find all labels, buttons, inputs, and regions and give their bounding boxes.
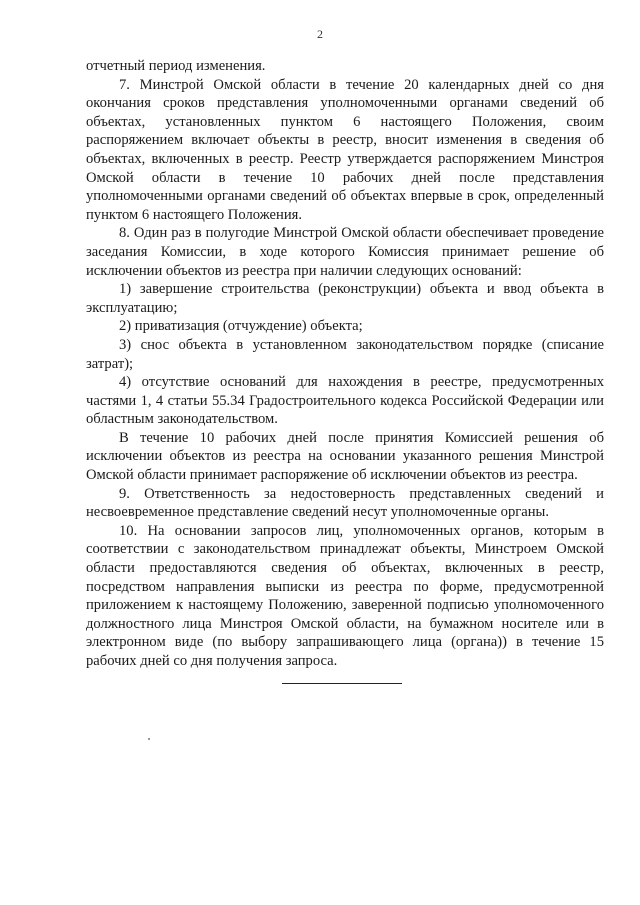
paragraph-9: 9. Ответственность за недостоверность представленных сведений и несвоевременное представление сведений несут уполномоченные органы. bbox=[86, 485, 604, 521]
list-item-2: 2) приватизация (отчуждение) объекта; bbox=[119, 318, 363, 335]
paragraph-8: 8. Один раз в полугодие Минстрой Омской области обеспечивает проведение заседания Комиссии, в ходе которого Комиссия принимает решение об исключении объектов из реестра при наличии следующих оснований: bbox=[86, 225, 604, 279]
page-number: 2 bbox=[317, 27, 323, 41]
document-body bbox=[86, 57, 604, 671]
paragraph-continuation: отчетный период изменения. bbox=[86, 58, 266, 74]
paragraph-7: 7. Минстрой Омской области в течение 20 календарных дней со дня окончания сроков представления уполномоченными органами сведений об объектах, установленных пунктом 6 настоящего Положения, своим распоряжением включает объекты в реестр, вносит изменения в сведения об объектах, включенных в реестр. Реестр утверждается распоряжением Минстроя Омской области в течение 10 рабочих дней после представления уполномоченными органами сведений об объектах впервые в срок, определенный пунктом 6 настоящего Положения. bbox=[86, 76, 604, 223]
list-item-3: 3) снос объекта в установленном законодательством порядке (списание затрат); bbox=[86, 336, 604, 372]
paragraph-10: 10. На основании запросов лиц, уполномоченных органов, которым в соответствии с законодательством принадлежат объекты, Минстроем Омской области предоставляются сведения об объектах, включенных в реестр, посредством направления выписки из реестра по форме, предусмотренной приложением к настоящему Положению, заверенной подписью уполномоченного должностного лица Минстроя Омской области, на бумажном носителе или в электронном виде (по выбору запрашивающего лица (органа)) в течение 15 рабочих дней со дня получения запроса. bbox=[86, 522, 604, 669]
list-item-4: 4) отсутствие оснований для нахождения в реестре, предусмотренных частями 1, 4 статьи 55.34 Градостроительного кодекса Российской Федерации или областным законодательством. bbox=[86, 374, 604, 428]
list-item-1: 1) завершение строительства (реконструкции) объекта и ввод объекта в эксплуатацию; bbox=[86, 281, 604, 316]
paragraph-8-exclusion: В течение 10 рабочих дней после принятия Комиссией решения об исключении объектов из реестра на основании указанного решения Минстрой Омской области принимает распоряжение об исключении объектов из реестра. bbox=[86, 429, 604, 484]
scan-artifact-dot bbox=[148, 738, 150, 740]
end-separator-line bbox=[282, 683, 402, 684]
